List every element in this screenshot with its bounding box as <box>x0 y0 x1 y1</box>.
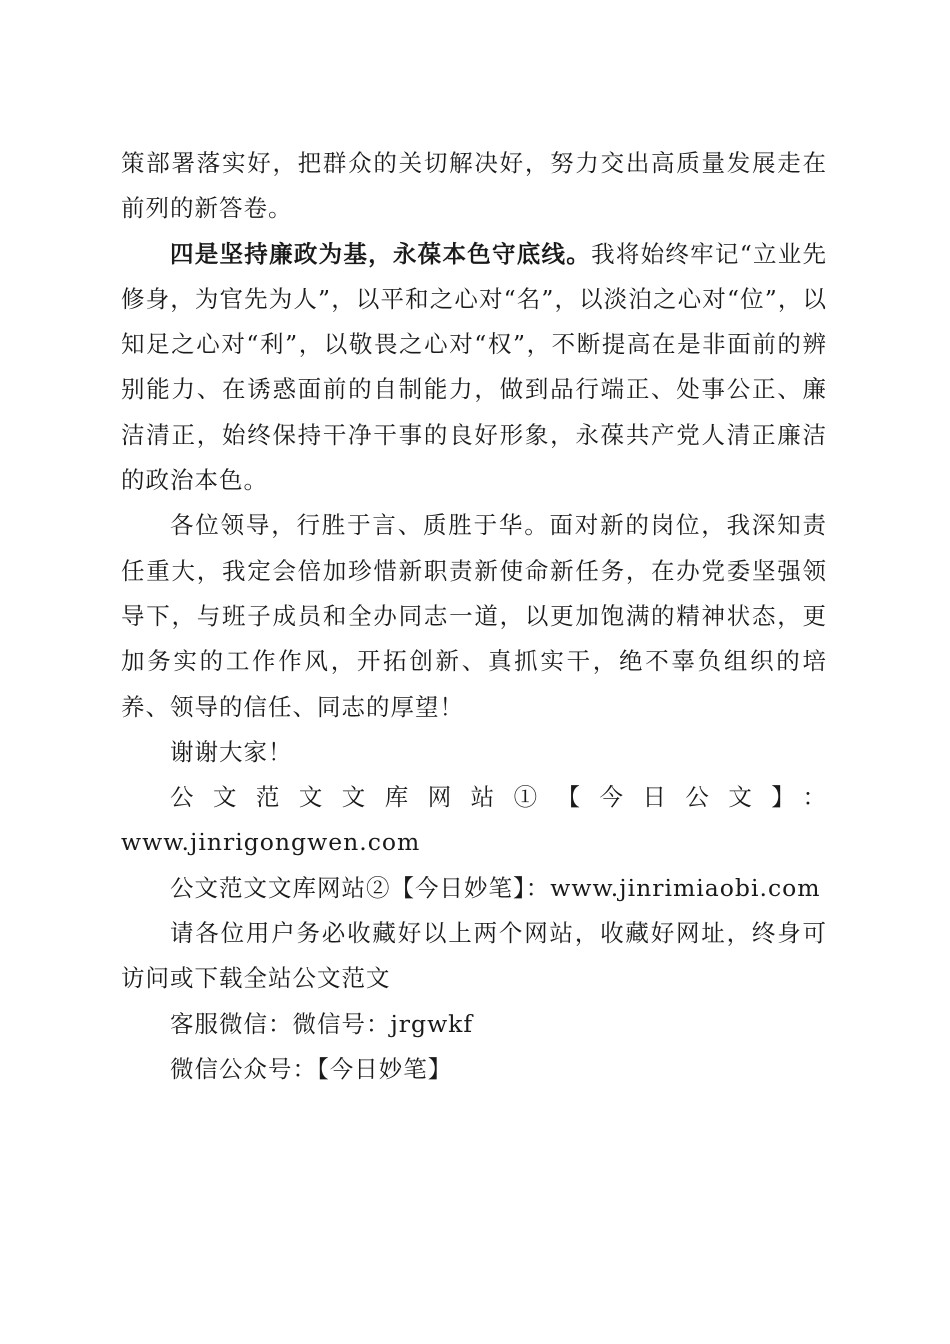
paragraph-thanks <box>121 730 827 775</box>
paragraph-lead-heading: 四是坚持廉政为基，永葆本色守底线。 <box>170 239 592 268</box>
wechat-service-line <box>121 1002 827 1047</box>
paragraph-text: 策部署落实好，把群众的关切解决好，努力交出高质量发展走在前列的新答卷。 <box>121 149 827 223</box>
wechat-account-text: 微信公众号：【今日妙笔】 <box>170 1054 453 1083</box>
site1-line <box>121 775 827 820</box>
site1-label: 公文范文文库网站①【今日公文】： <box>170 783 827 812</box>
paragraph-integrity <box>121 232 827 504</box>
bookmark-notice-text: 请各位用户务必收藏好以上两个网站，收藏好网址，终身可访问或下载全站公文范文 <box>121 919 827 993</box>
bookmark-notice <box>121 911 827 1002</box>
wechat-account-line <box>121 1047 827 1092</box>
paragraph-text: 我将始终牢记“立业先修身，为官先为人”，以平和之心对“名”，以淡泊之心对“位”，以知足之心对“利”，以敬畏之心对“权”，不断提高在是非面前的辨别能力、在诱惑面前的自制能力，做到品行端正、处事公正、廉洁清正，始终保持干净干事的良好形象，永葆共产党人清正廉洁的政治本色。 <box>121 239 828 495</box>
site1-url <box>121 820 827 865</box>
site2-text: 公文范文文库网站②【今日妙笔】：www.jinrimiaobi.com <box>170 873 821 902</box>
site2-line <box>121 866 827 911</box>
wechat-service-text: 客服微信：微信号：jrgwkf <box>170 1009 474 1038</box>
paragraph-text: 各位领导，行胜于言、质胜于华。面对新的岗位，我深知责任重大，我定会倍加珍惜新职责新使命新任务，在办党委坚强领导下，与班子成员和全办同志一道，以更加饱满的精神状态，更加务实的工作作风，开拓创新、真抓实干，绝不辜负组织的培养、领导的信任、同志的厚望！ <box>121 511 827 721</box>
paragraph-text: 谢谢大家！ <box>170 737 293 766</box>
site1-url-text: www.jinrigongwen.com <box>121 828 421 857</box>
paragraph-commitment <box>121 503 827 729</box>
document-body <box>121 141 827 1092</box>
paragraph-policy-implementation <box>121 141 827 232</box>
